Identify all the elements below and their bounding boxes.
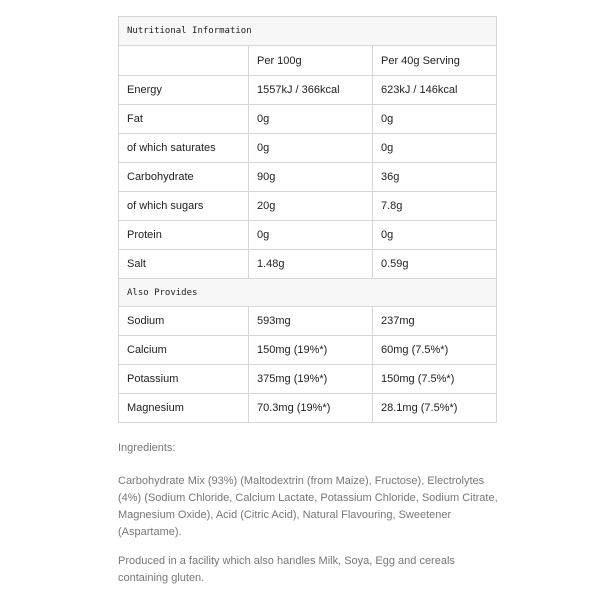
per-serving-value: 623kJ / 146kcal — [373, 76, 497, 105]
per-100g-value: 0g — [249, 105, 373, 134]
per-100g-value: 150mg (19%*) — [249, 336, 373, 365]
nutrient-name: Salt — [119, 250, 249, 279]
table-row — [119, 163, 497, 192]
per-serving-value: 237mg — [373, 307, 497, 336]
column-header-row — [119, 46, 497, 76]
table-row — [119, 365, 497, 394]
table-row — [119, 394, 497, 423]
per-serving-value: 0g — [373, 221, 497, 250]
column-header-empty — [119, 46, 249, 76]
nutrient-name: Protein — [119, 221, 249, 250]
nutrient-name: of which sugars — [119, 192, 249, 221]
per-100g-value: 1.48g — [249, 250, 373, 279]
also-provides-row — [119, 279, 497, 307]
mineral-name: Potassium — [119, 365, 249, 394]
per-100g-value: 1557kJ / 366kcal — [249, 76, 373, 105]
nutrient-name: Carbohydrate — [119, 163, 249, 192]
per-serving-value: 7.8g — [373, 192, 497, 221]
per-100g-value: 0g — [249, 134, 373, 163]
column-header-per-100g: Per 100g — [249, 46, 373, 76]
per-100g-value: 90g — [249, 163, 373, 192]
per-serving-value: 0.59g — [373, 250, 497, 279]
per-100g-value: 20g — [249, 192, 373, 221]
per-serving-value: 36g — [373, 163, 497, 192]
ingredients-section — [118, 440, 498, 587]
table-row — [119, 307, 497, 336]
table-title: Nutritional Information — [119, 17, 497, 46]
ingredients-title: Ingredients: — [118, 442, 176, 454]
table-row — [119, 134, 497, 163]
per-100g-value: 593mg — [249, 307, 373, 336]
per-serving-value: 150mg (7.5%*) — [373, 365, 497, 394]
per-100g-value: 70.3mg (19%*) — [249, 394, 373, 423]
nutrient-name: Fat — [119, 105, 249, 134]
per-serving-value: 0g — [373, 134, 497, 163]
also-provides-title: Also Provides — [119, 279, 497, 307]
table-row — [119, 105, 497, 134]
table-row — [119, 250, 497, 279]
table-row — [119, 192, 497, 221]
per-serving-value: 28.1mg (7.5%*) — [373, 394, 497, 423]
per-100g-value: 375mg (19%*) — [249, 365, 373, 394]
table-title-row — [119, 17, 497, 46]
ingredients-list: Carbohydrate Mix (93%) (Maltodextrin (from Maize), Fructose), Electrolytes (4%) (Sodium Chloride, Calcium Lactate, Potassium Chloride, Sodium Citrate, Magnesium Oxide), Acid (Citric Acid), Natural Flavouring, Sweetener (Aspartame). — [118, 475, 498, 538]
column-header-per-serving: Per 40g Serving — [373, 46, 497, 76]
per-100g-value: 0g — [249, 221, 373, 250]
nutrient-name: of which saturates — [119, 134, 249, 163]
table-row — [119, 336, 497, 365]
table-row — [119, 76, 497, 105]
nutrition-table — [118, 16, 497, 423]
nutrient-name: Energy — [119, 76, 249, 105]
table-row — [119, 221, 497, 250]
per-serving-value: 60mg (7.5%*) — [373, 336, 497, 365]
mineral-name: Sodium — [119, 307, 249, 336]
mineral-name: Magnesium — [119, 394, 249, 423]
per-serving-value: 0g — [373, 105, 497, 134]
allergen-statement: Produced in a facility which also handles Milk, Soya, Egg and cereals containing gluten. — [118, 555, 455, 584]
mineral-name: Calcium — [119, 336, 249, 365]
